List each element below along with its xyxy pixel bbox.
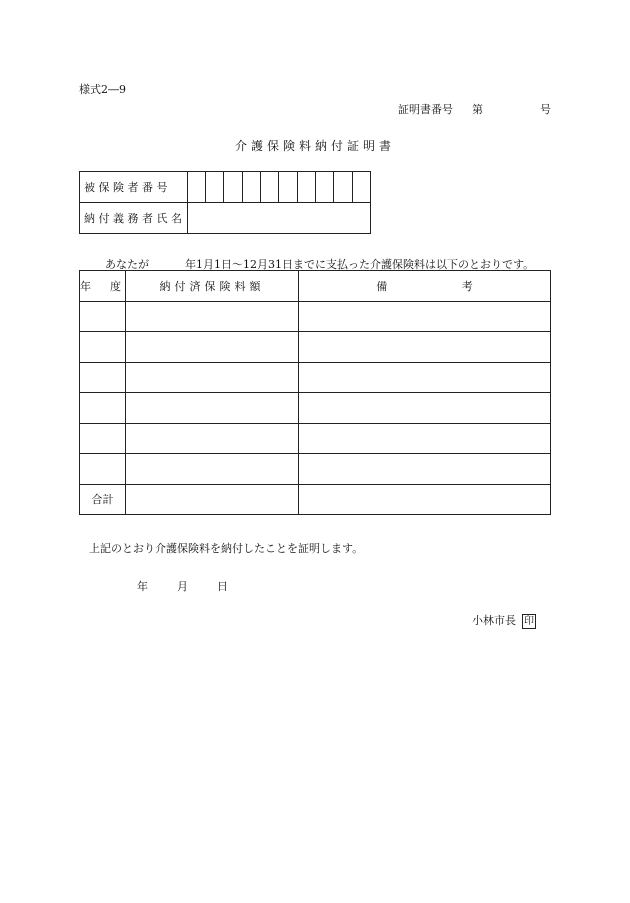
amount-cell[interactable] xyxy=(126,362,299,393)
year-cell[interactable] xyxy=(80,454,126,485)
amount-cell[interactable] xyxy=(126,454,299,485)
table-header-row xyxy=(80,271,551,302)
insured-number-digit-box[interactable] xyxy=(316,172,334,203)
year-cell[interactable] xyxy=(80,362,126,393)
signer-name: 小林市長 xyxy=(472,614,516,627)
total-amount-cell[interactable] xyxy=(126,484,299,515)
document-title: 介護保険料納付証明書 xyxy=(234,139,395,153)
insured-number-digit-box[interactable] xyxy=(206,172,224,203)
insured-number-digit-box[interactable] xyxy=(279,172,297,203)
table-row xyxy=(80,393,551,424)
table-row xyxy=(80,454,551,485)
year-cell[interactable] xyxy=(80,393,126,424)
payment-amount-table xyxy=(79,270,551,515)
remarks-cell[interactable] xyxy=(299,393,551,424)
certificate-number xyxy=(398,101,551,117)
year-cell[interactable] xyxy=(80,423,126,454)
certificate-number-dai: 第 xyxy=(472,103,483,116)
amount-cell[interactable] xyxy=(126,423,299,454)
date-month: 月 xyxy=(177,580,188,593)
amount-cell[interactable] xyxy=(126,301,299,332)
remarks-cell[interactable] xyxy=(299,301,551,332)
year-cell[interactable] xyxy=(80,332,126,363)
certificate-number-label: 証明書番号 xyxy=(398,103,453,116)
header-remarks-2: 考 xyxy=(461,279,473,293)
total-label: 合計 xyxy=(80,484,126,515)
remarks-cell[interactable] xyxy=(299,454,551,485)
issue-date xyxy=(137,578,228,594)
table-row xyxy=(80,362,551,393)
table-row xyxy=(80,301,551,332)
header-remarks xyxy=(299,271,551,302)
remarks-cell[interactable] xyxy=(299,332,551,363)
insured-number-label: 被保険者番号 xyxy=(80,172,188,203)
total-row xyxy=(80,484,551,515)
payer-name-label: 納付義務者氏名 xyxy=(80,203,188,234)
header-year: 年 度 xyxy=(80,271,126,302)
date-year: 年 xyxy=(137,580,148,593)
remarks-cell[interactable] xyxy=(299,362,551,393)
table-row xyxy=(80,332,551,363)
insured-number-digit-box[interactable] xyxy=(187,172,205,203)
header-amount: 納付済保険料額 xyxy=(126,271,299,302)
seal-mark: 印 xyxy=(524,616,534,627)
certificate-number-go: 号 xyxy=(540,103,551,116)
insured-number-digit-box[interactable] xyxy=(224,172,242,203)
form-number: 様式2―9 xyxy=(79,83,126,96)
amount-cell[interactable] xyxy=(126,332,299,363)
insured-info-table xyxy=(79,171,371,234)
signer-block xyxy=(472,612,536,629)
table-row xyxy=(80,423,551,454)
intro-pre: あなたが xyxy=(105,258,149,271)
date-day: 日 xyxy=(217,580,228,593)
header-remarks-1: 備 xyxy=(376,279,388,293)
intro-post: 年1月1日～12月31日までに支払った介護保険料は以下のとおりです。 xyxy=(185,258,535,271)
insured-number-digit-box[interactable] xyxy=(261,172,279,203)
insured-number-row xyxy=(80,172,371,203)
closing-statement: 上記のとおり介護保険料を納付したことを証明します。 xyxy=(89,542,364,555)
insured-number-digit-box[interactable] xyxy=(352,172,370,203)
remarks-cell[interactable] xyxy=(299,423,551,454)
total-remarks-cell[interactable] xyxy=(299,484,551,515)
insured-number-digit-box[interactable] xyxy=(297,172,315,203)
insured-number-digit-box[interactable] xyxy=(242,172,260,203)
payer-name-row xyxy=(80,203,371,234)
insured-number-digit-box[interactable] xyxy=(334,172,352,203)
payer-name-field[interactable] xyxy=(187,203,370,234)
amount-cell[interactable] xyxy=(126,393,299,424)
year-cell[interactable] xyxy=(80,301,126,332)
